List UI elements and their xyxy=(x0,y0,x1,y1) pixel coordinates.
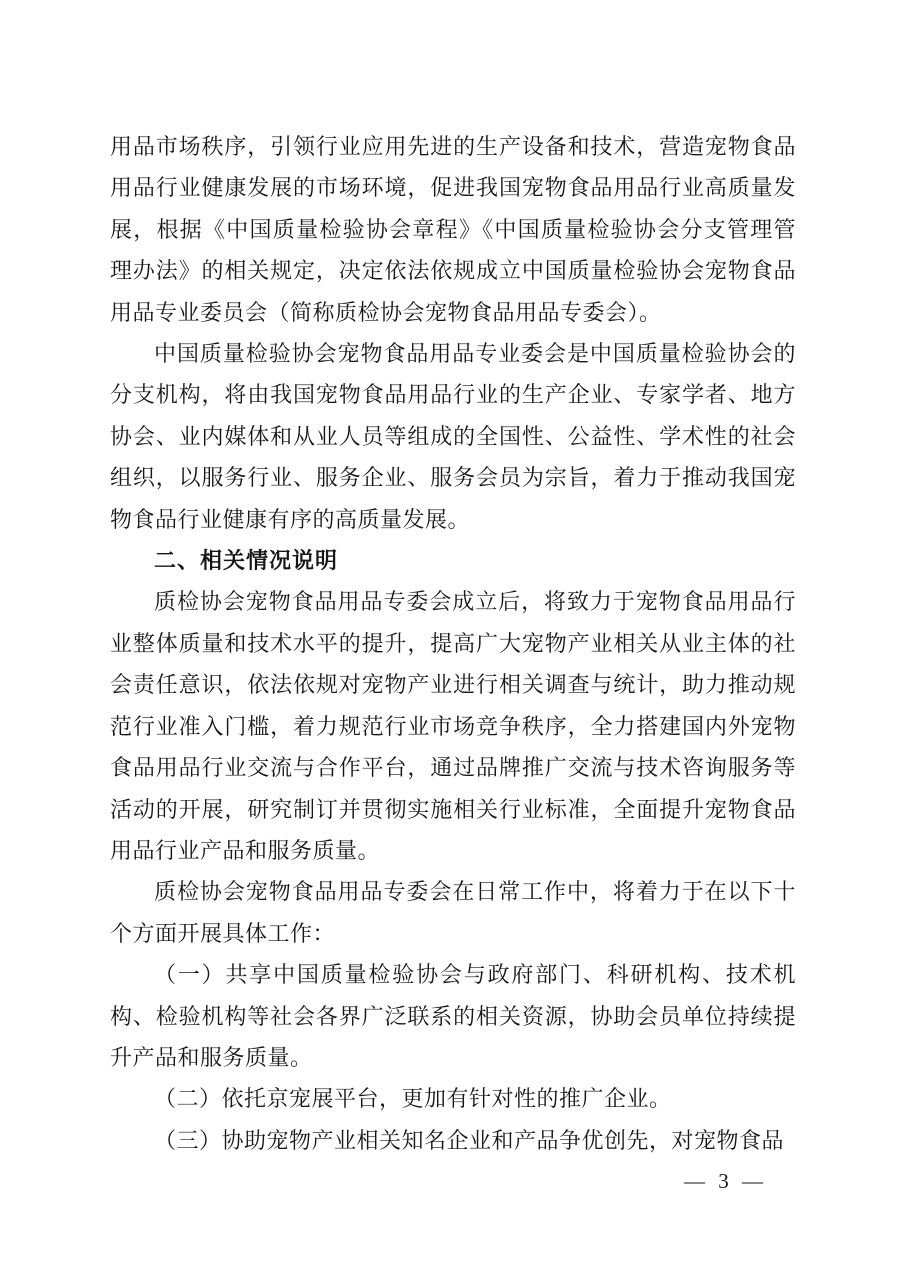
work-item-2: （二）依托京宠展平台，更加有针对性的推广企业。 xyxy=(154,1086,672,1112)
work-item-1: （一）共享中国质量检验协会与政府部门、科研机构、技术机构、检验机构等社会各界广泛联系的相关资源，协助会员单位持续提升产品和服务质量。 xyxy=(110,962,796,1070)
work-item-3: （三）协助宠物产业相关知名企业和产品争优创先，对宠物食品 xyxy=(154,1127,785,1153)
paragraph-continuation: 用品市场秩序，引领行业应用先进的生产设备和技术，营造宠物食品用品行业健康发展的市场环境，促进我国宠物食品用品行业高质量发展，根据《中国质量检验协会章程》《中国质量检验协会分支管理管理办法》的相关规定，决定依法依规成立中国质量检验协会宠物食品用品专业委员会（简称质检协会宠物食品用品专委会）。 xyxy=(110,134,796,325)
section-heading: 二、相关情况说明 xyxy=(154,548,339,574)
paragraph-branch-intro: 中国质量检验协会宠物食品用品专业委会是中国质量检验协会的分支机构，将由我国宠物食品用品行业的生产企业、专家学者、地方协会、业内媒体和从业人员等组成的全国性、公益性、学术性的社会组织，以服务行业、服务企业、服务会员为宗旨，着力于推动我国宠物食品行业健康有序的高质量发展。 xyxy=(110,341,796,532)
paragraph-daily-work-intro: 质检协会宠物食品用品专委会在日常工作中，将着力于在以下十个方面开展具体工作： xyxy=(110,879,796,946)
document-body xyxy=(110,126,796,1161)
paragraph-mission: 质检协会宠物食品用品专委会成立后，将致力于宠物食品用品行业整体质量和技术水平的提升，提高广大宠物产业相关从业主体的社会责任意识，依法依规对宠物产业进行相关调查与统计，助力推动规范行业准入门槛，着力规范行业市场竞争秩序，全力搭建国内外宠物食品用品行业交流与合作平台，通过品牌推广交流与技术咨询服务等活动的开展，研究制订并贯彻实施相关行业标准，全面提升宠物食品用品行业产品和服务质量。 xyxy=(110,589,796,863)
page-number: — 3 — xyxy=(684,1169,764,1193)
